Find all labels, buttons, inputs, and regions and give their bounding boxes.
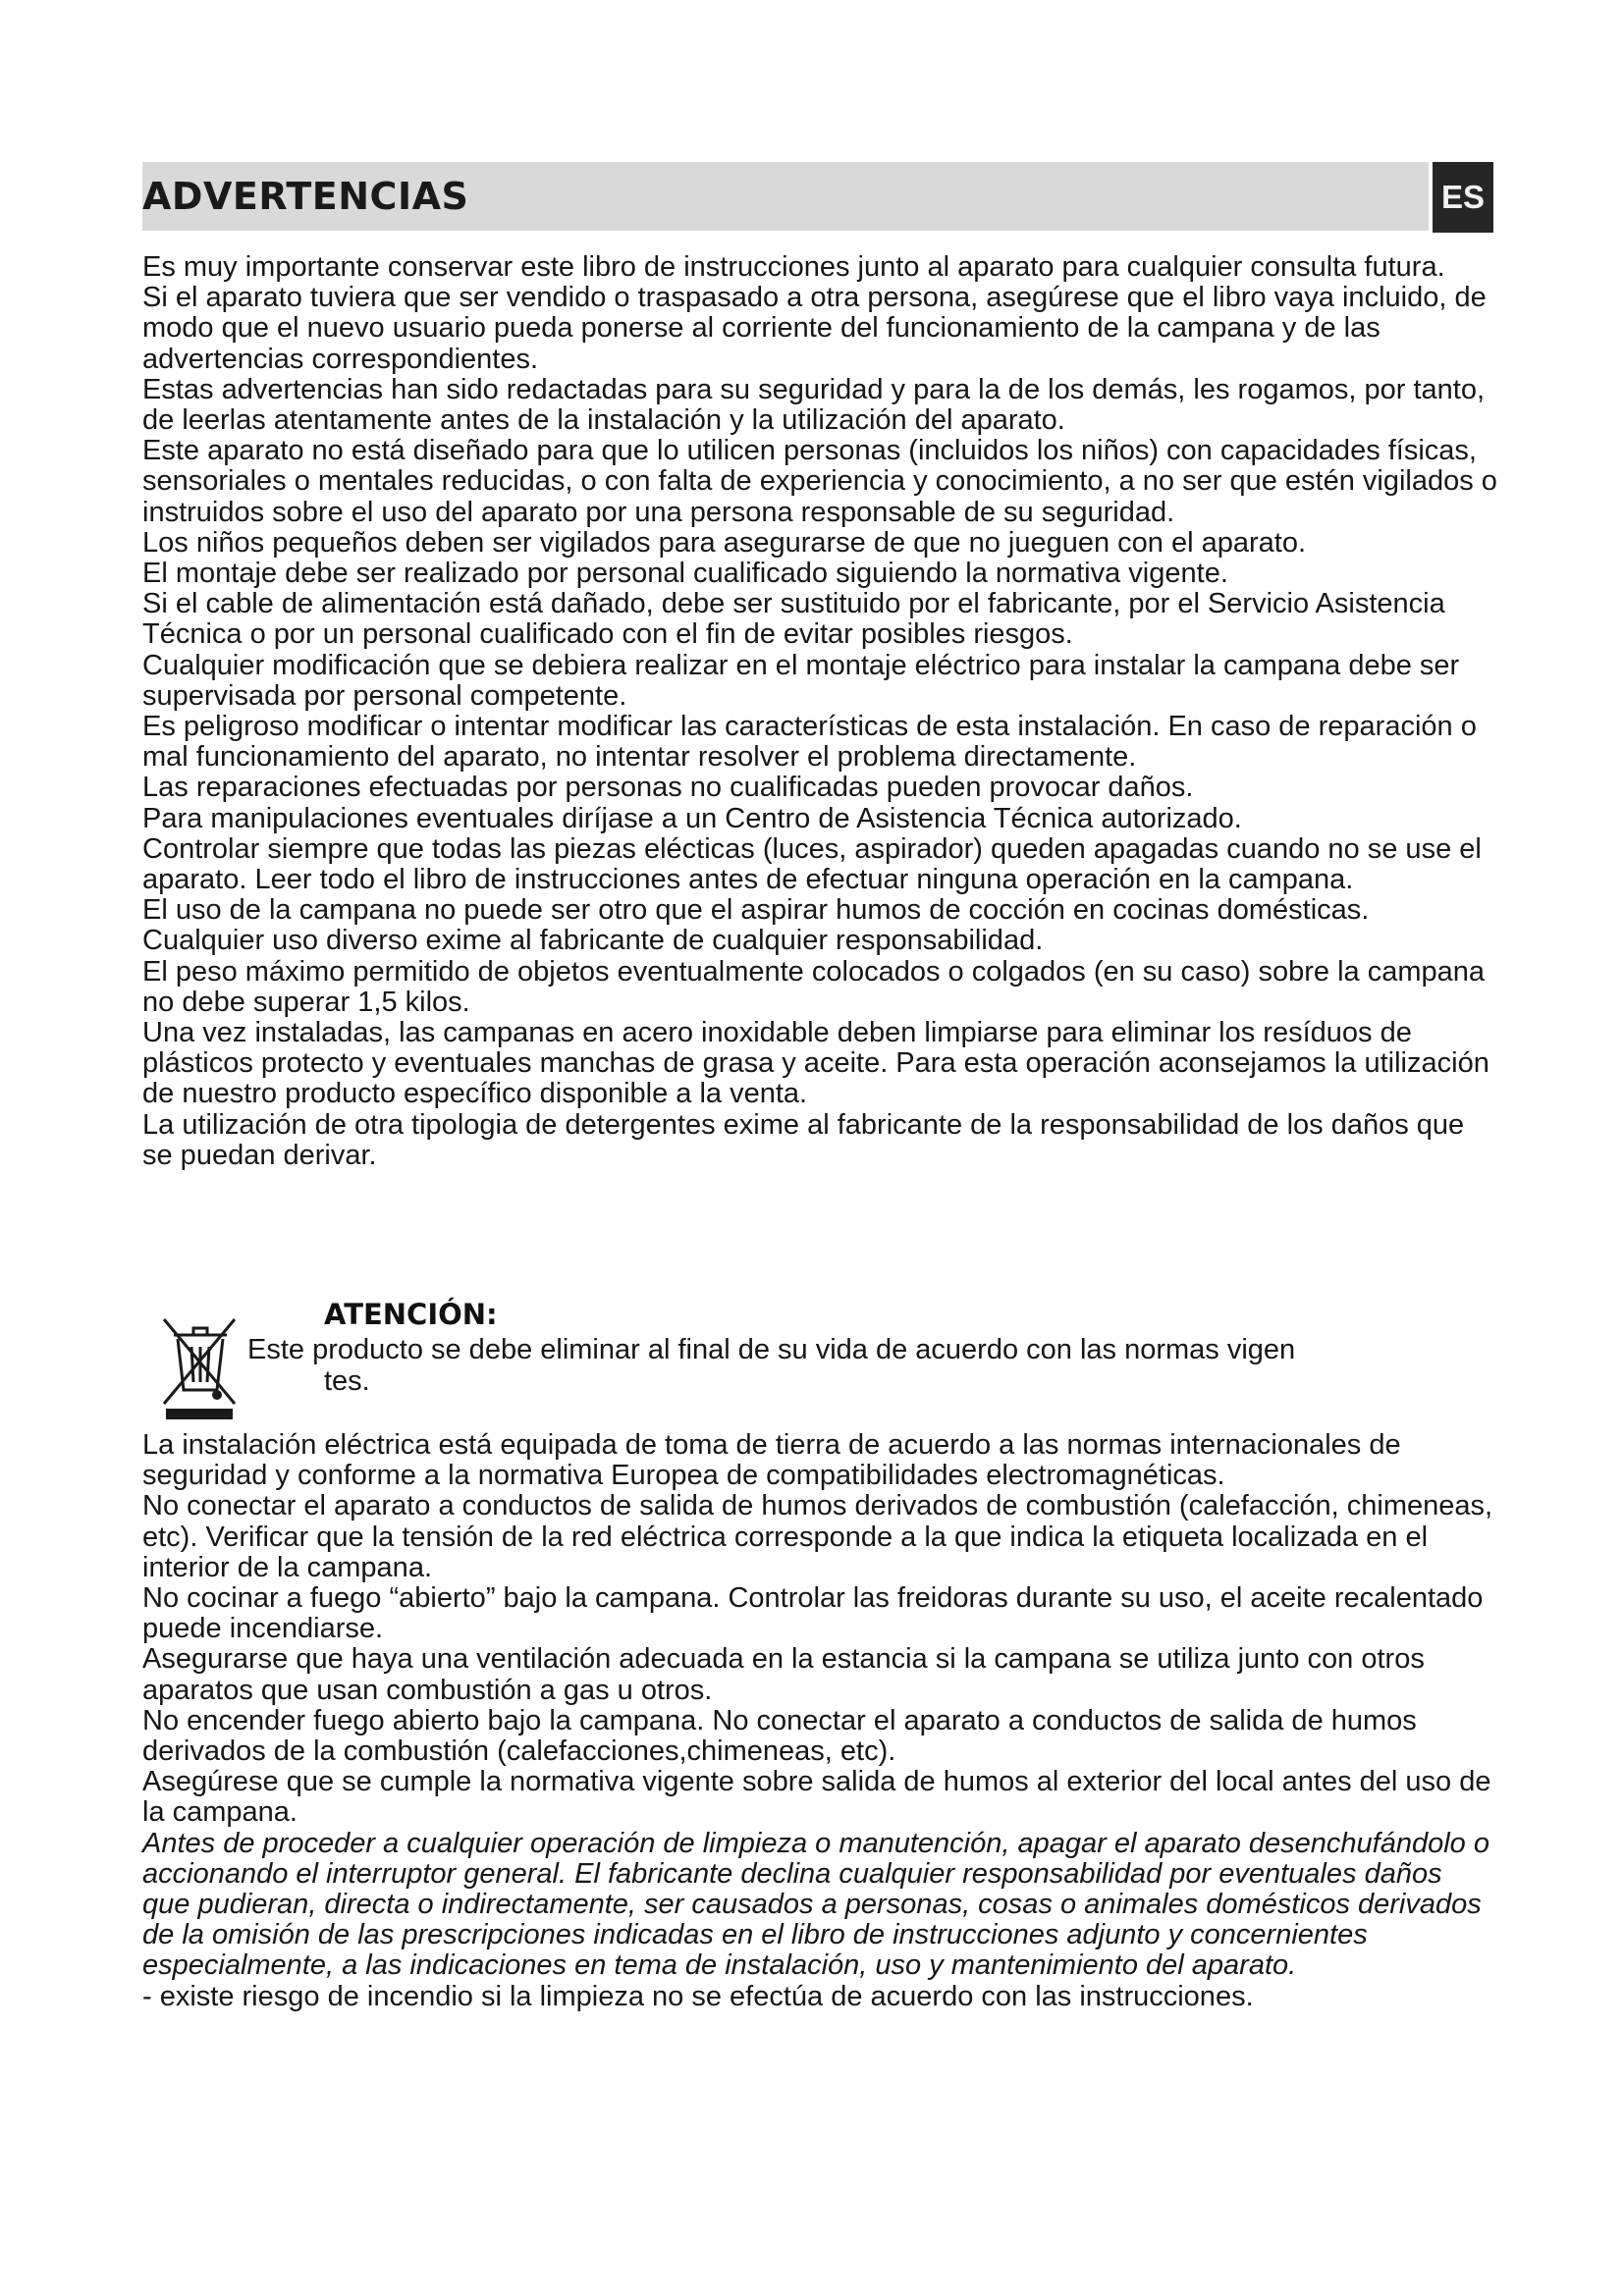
warning-paragraph: El montaje debe ser realizado por personal cualificado siguiendo la normativa vigente. — [142, 558, 1228, 590]
warning-paragraph: El uso de la campana no puede ser otro que el aspirar humos de cocción en cocinas domésticas. — [142, 894, 1370, 927]
warning-paragraph: Una vez instaladas, las campanas en acero inoxidable deben limpiarse para eliminar los resíduos de plásticos protecto y eventuales manchas de grasa y aceite. Para esta operación aconsejamos la utilización de nuestro producto específico disponible a la venta. — [142, 1017, 1489, 1110]
attention-heading: ATENCIÓN: — [324, 1298, 498, 1331]
warnings-top — [142, 252, 1497, 1171]
warning-paragraph: Las reparaciones efectuadas por personas no cualificadas pueden provocar daños. — [142, 772, 1194, 804]
warning-paragraph: La utilización de otra tipologia de detergentes exime al fabricante de la responsabilidad de los daños que se puedan derivar. — [142, 1108, 1465, 1171]
warning-paragraph: La instalación eléctrica está equipada de toma de tierra de acuerdo a las normas internacionales de seguridad y conforme a la normativa Europea de compatibilidades electromagnéticas. — [142, 1429, 1401, 1492]
warning-paragraph: No cocinar a fuego “abierto” bajo la campana. Controlar las freidoras durante su uso, el aceite recalentado puede incendiarse. — [142, 1582, 1484, 1645]
warning-paragraph: Controlar siempre que todas las piezas elécticas (luces, aspirador) queden apagadas cuando no se use el aparato. Leer todo el libro de instrucciones antes de efectuar ninguna operación en la campana. — [142, 832, 1482, 896]
fire-risk-warning: - existe riesgo de incendio si la limpieza no se efectúa de acuerdo con las instrucciones. — [142, 1980, 1254, 2012]
warning-paragraph: Para manipulaciones eventuales diríjase a un Centro de Asistencia Técnica autorizado. — [142, 802, 1242, 834]
warning-paragraph: Si el cable de alimentación está dañado, debe ser sustituido por el fabricante, por el Servicio Asistencia Técnica o por un personal cualificado con el fin de evitar posibles riesgos. — [142, 588, 1445, 651]
warning-paragraph: Es muy importante conservar este libro de instrucciones junto al aparato para cualquier consulta futura. — [142, 251, 1445, 283]
warning-paragraph: Asegurarse que haya una ventilación adecuada en la estancia si la campana se utiliza junto con otros aparatos que usan combustión a gas u otros. — [142, 1643, 1425, 1706]
warning-paragraph: No conectar el aparato a conductos de salida de humos derivados de combustión (calefacción, chimeneas, etc). Verificar que la tensión de la red eléctrica corresponde a la que indica la etiqueta localizada en el interior de la campana. — [142, 1490, 1493, 1583]
warning-paragraph: Cualquier uso diverso exime al fabricante de cualquier responsabilidad. — [142, 925, 1044, 957]
warning-paragraph: El peso máximo permitido de objetos eventualmente colocados o colgados (en su caso) sobre la campana no debe superar 1,5 kilos. — [142, 955, 1485, 1018]
warning-paragraph: Es peligroso modificar o intentar modificar las características de esta instalación. En caso de reparación o mal funcionamiento del aparato, no intentar resolver el problema directamente. — [142, 711, 1477, 774]
maintenance-disclaimer: Antes de proceder a cualquier operación de limpieza o manutención, apagar el aparato desenchufándolo o accionando el interruptor general. El fabricante declina cualquier responsabilidad por eventuales daños que pudieran, directa o indirectamente, ser causados a personas, cosas o animales domésticos derivados de la omisión de las prescripciones indicadas en el libro de instrucciones adjunto y concernientes especialmente, a las indicaciones en tema de instalación, uso y mantenimiento del aparato. — [142, 1827, 1489, 1982]
warning-paragraph: Cualquier modificación que se debiera realizar en el montaje eléctrico para instalar la campana debe ser supervisada por personal competente. — [142, 649, 1460, 712]
warning-paragraph: Estas advertencias han sido redactadas para su seguridad y para la de los demás, les rogamos, por tanto, de leerlas atentamente antes de la instalación y la utilización del aparato. — [142, 373, 1486, 437]
warning-paragraph: Si el aparato tuviera que ser vendido o traspasado a otra persona, asegúrese que el libro vaya incluido, de modo que el nuevo usuario pueda ponerse al corriente del funcionamiento de la campana y de las advertencias correspondientes. — [142, 282, 1487, 375]
attention-text: Este producto se debe eliminar al final de su vida de acuerdo con las normas vigen — [247, 1334, 1296, 1365]
warning-paragraph: No encender fuego abierto bajo la campana. No conectar el aparato a conductos de salida de humos derivados de la combustión (calefacciones,chimeneas, etc). — [142, 1704, 1417, 1768]
page-title: ADVERTENCIAS — [142, 175, 469, 218]
warning-paragraph: Asegúrese que se cumple la normativa vigente sobre salida de humos al exterior del local antes del uso de la campana. — [142, 1766, 1491, 1829]
warning-paragraph: Este aparato no está diseñado para que lo utilicen personas (incluidos los niños) con capacidades físicas, sensoriales o mentales reducidas, o con falta de experiencia y conocimiento, a no ser que estén vigilados o instruidos sobre el uso del aparato por una persona responsable de su seguridad. — [142, 435, 1497, 528]
warnings-bottom — [142, 1430, 1497, 2012]
warning-paragraph: Los niños pequeños deben ser vigilados para asegurarse de que no jueguen con el aparato. — [142, 526, 1307, 559]
attention-text-continuation: tes. — [324, 1365, 370, 1397]
language-badge: ES — [1433, 162, 1493, 233]
crossed-out-wheelie-bin-icon — [160, 1313, 241, 1421]
